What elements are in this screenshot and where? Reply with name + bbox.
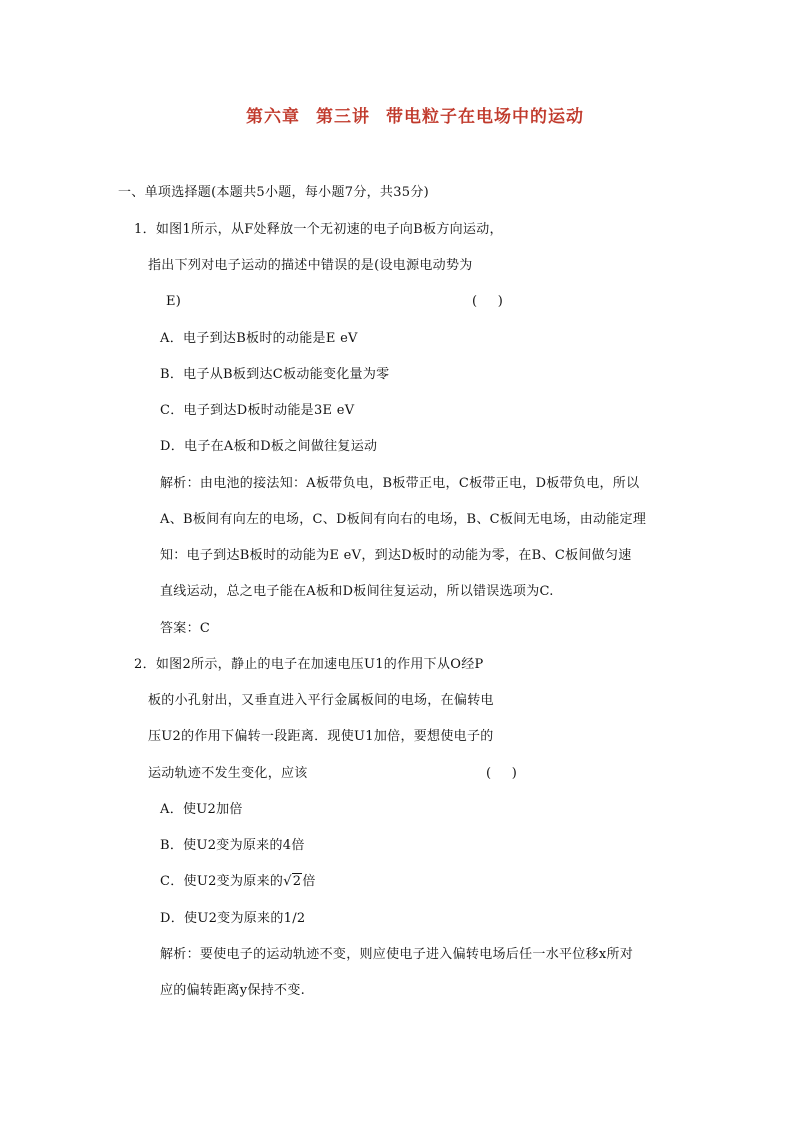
q2-option-c-prefix: C．使U2变为原来的 xyxy=(160,874,284,889)
q2-option-c xyxy=(160,874,316,890)
q1-analysis-line-1: 解析：由电池的接法知：A板带负电，B板带正电，C板带正电，D板带负电，所以 xyxy=(160,476,640,491)
q2-option-d: D．使U2变为原来的1/2 xyxy=(160,911,306,926)
q1-option-b: B．电子从B板到达C板动能变化量为零 xyxy=(160,367,390,382)
radicand: 2 xyxy=(292,874,302,889)
q2-option-b: B．使U2变为原来的4倍 xyxy=(160,838,305,853)
q2-analysis-line-1: 解析：要使电子的运动轨迹不变，则应使电子进入偏转电场后任一水平位移x所对 xyxy=(160,947,634,962)
q1-answer: 答案：C xyxy=(160,621,211,636)
q2-option-a: A．使U2加倍 xyxy=(160,802,243,817)
q2-stem-line-1: 2．如图2所示，静止的电子在加速电压U1的作用下从O经P xyxy=(134,657,484,672)
page-title xyxy=(246,102,584,127)
q2-option-c-suffix: 倍 xyxy=(302,874,316,889)
title-chapter: 第六章 xyxy=(246,107,300,127)
q2-stem-line-2: 板的小孔射出，又垂直进入平行金属板间的电场，在偏转电 xyxy=(148,693,494,708)
q1-option-d: D．电子在A板和D板之间做往复运动 xyxy=(160,439,378,454)
q1-option-c: C．电子到达D板时动能是3E eV xyxy=(160,403,355,418)
q1-stem-line-2: 指出下列对电子运动的描述中错误的是(设电源电动势为 xyxy=(148,258,473,273)
q2-answer-bracket: ( ) xyxy=(486,766,517,781)
section-heading: 一、单项选择题(本题共5小题，每小题7分，共35分) xyxy=(118,185,430,200)
q1-analysis-line-4: 直线运动，总之电子能在A板和D板间往复运动，所以错误选项为C. xyxy=(160,584,554,599)
title-lecture: 第三讲 xyxy=(316,107,370,127)
q1-answer-bracket: ( ) xyxy=(472,294,503,309)
q2-analysis-line-2: 应的偏转距离y保持不变. xyxy=(160,983,306,998)
q1-analysis-line-3: 知：电子到达B板时的动能为E eV，到达D板时的动能为零，在B、C板间做匀速 xyxy=(160,548,632,563)
q2-stem-line-4: 运动轨迹不发生变化，应该 xyxy=(148,766,308,781)
q2-stem-line-3: 压U2的作用下偏转一段距离．现使U1加倍，要想使电子的 xyxy=(148,729,494,744)
title-topic: 带电粒子在电场中的运动 xyxy=(386,107,584,127)
sqrt-symbol xyxy=(283,874,302,890)
radical-sign: √ xyxy=(283,874,292,889)
q1-option-a: A．电子到达B板时的动能是E eV xyxy=(160,331,358,346)
q1-stem-line-3: E) xyxy=(166,294,182,309)
q1-stem-line-1: 1．如图1所示，从F处释放一个无初速的电子向B板方向运动， xyxy=(134,222,503,237)
q1-analysis-line-2: A、B板间有向左的电场，C、D板间有向右的电场，B、C板间无电场，由动能定理 xyxy=(160,512,647,527)
